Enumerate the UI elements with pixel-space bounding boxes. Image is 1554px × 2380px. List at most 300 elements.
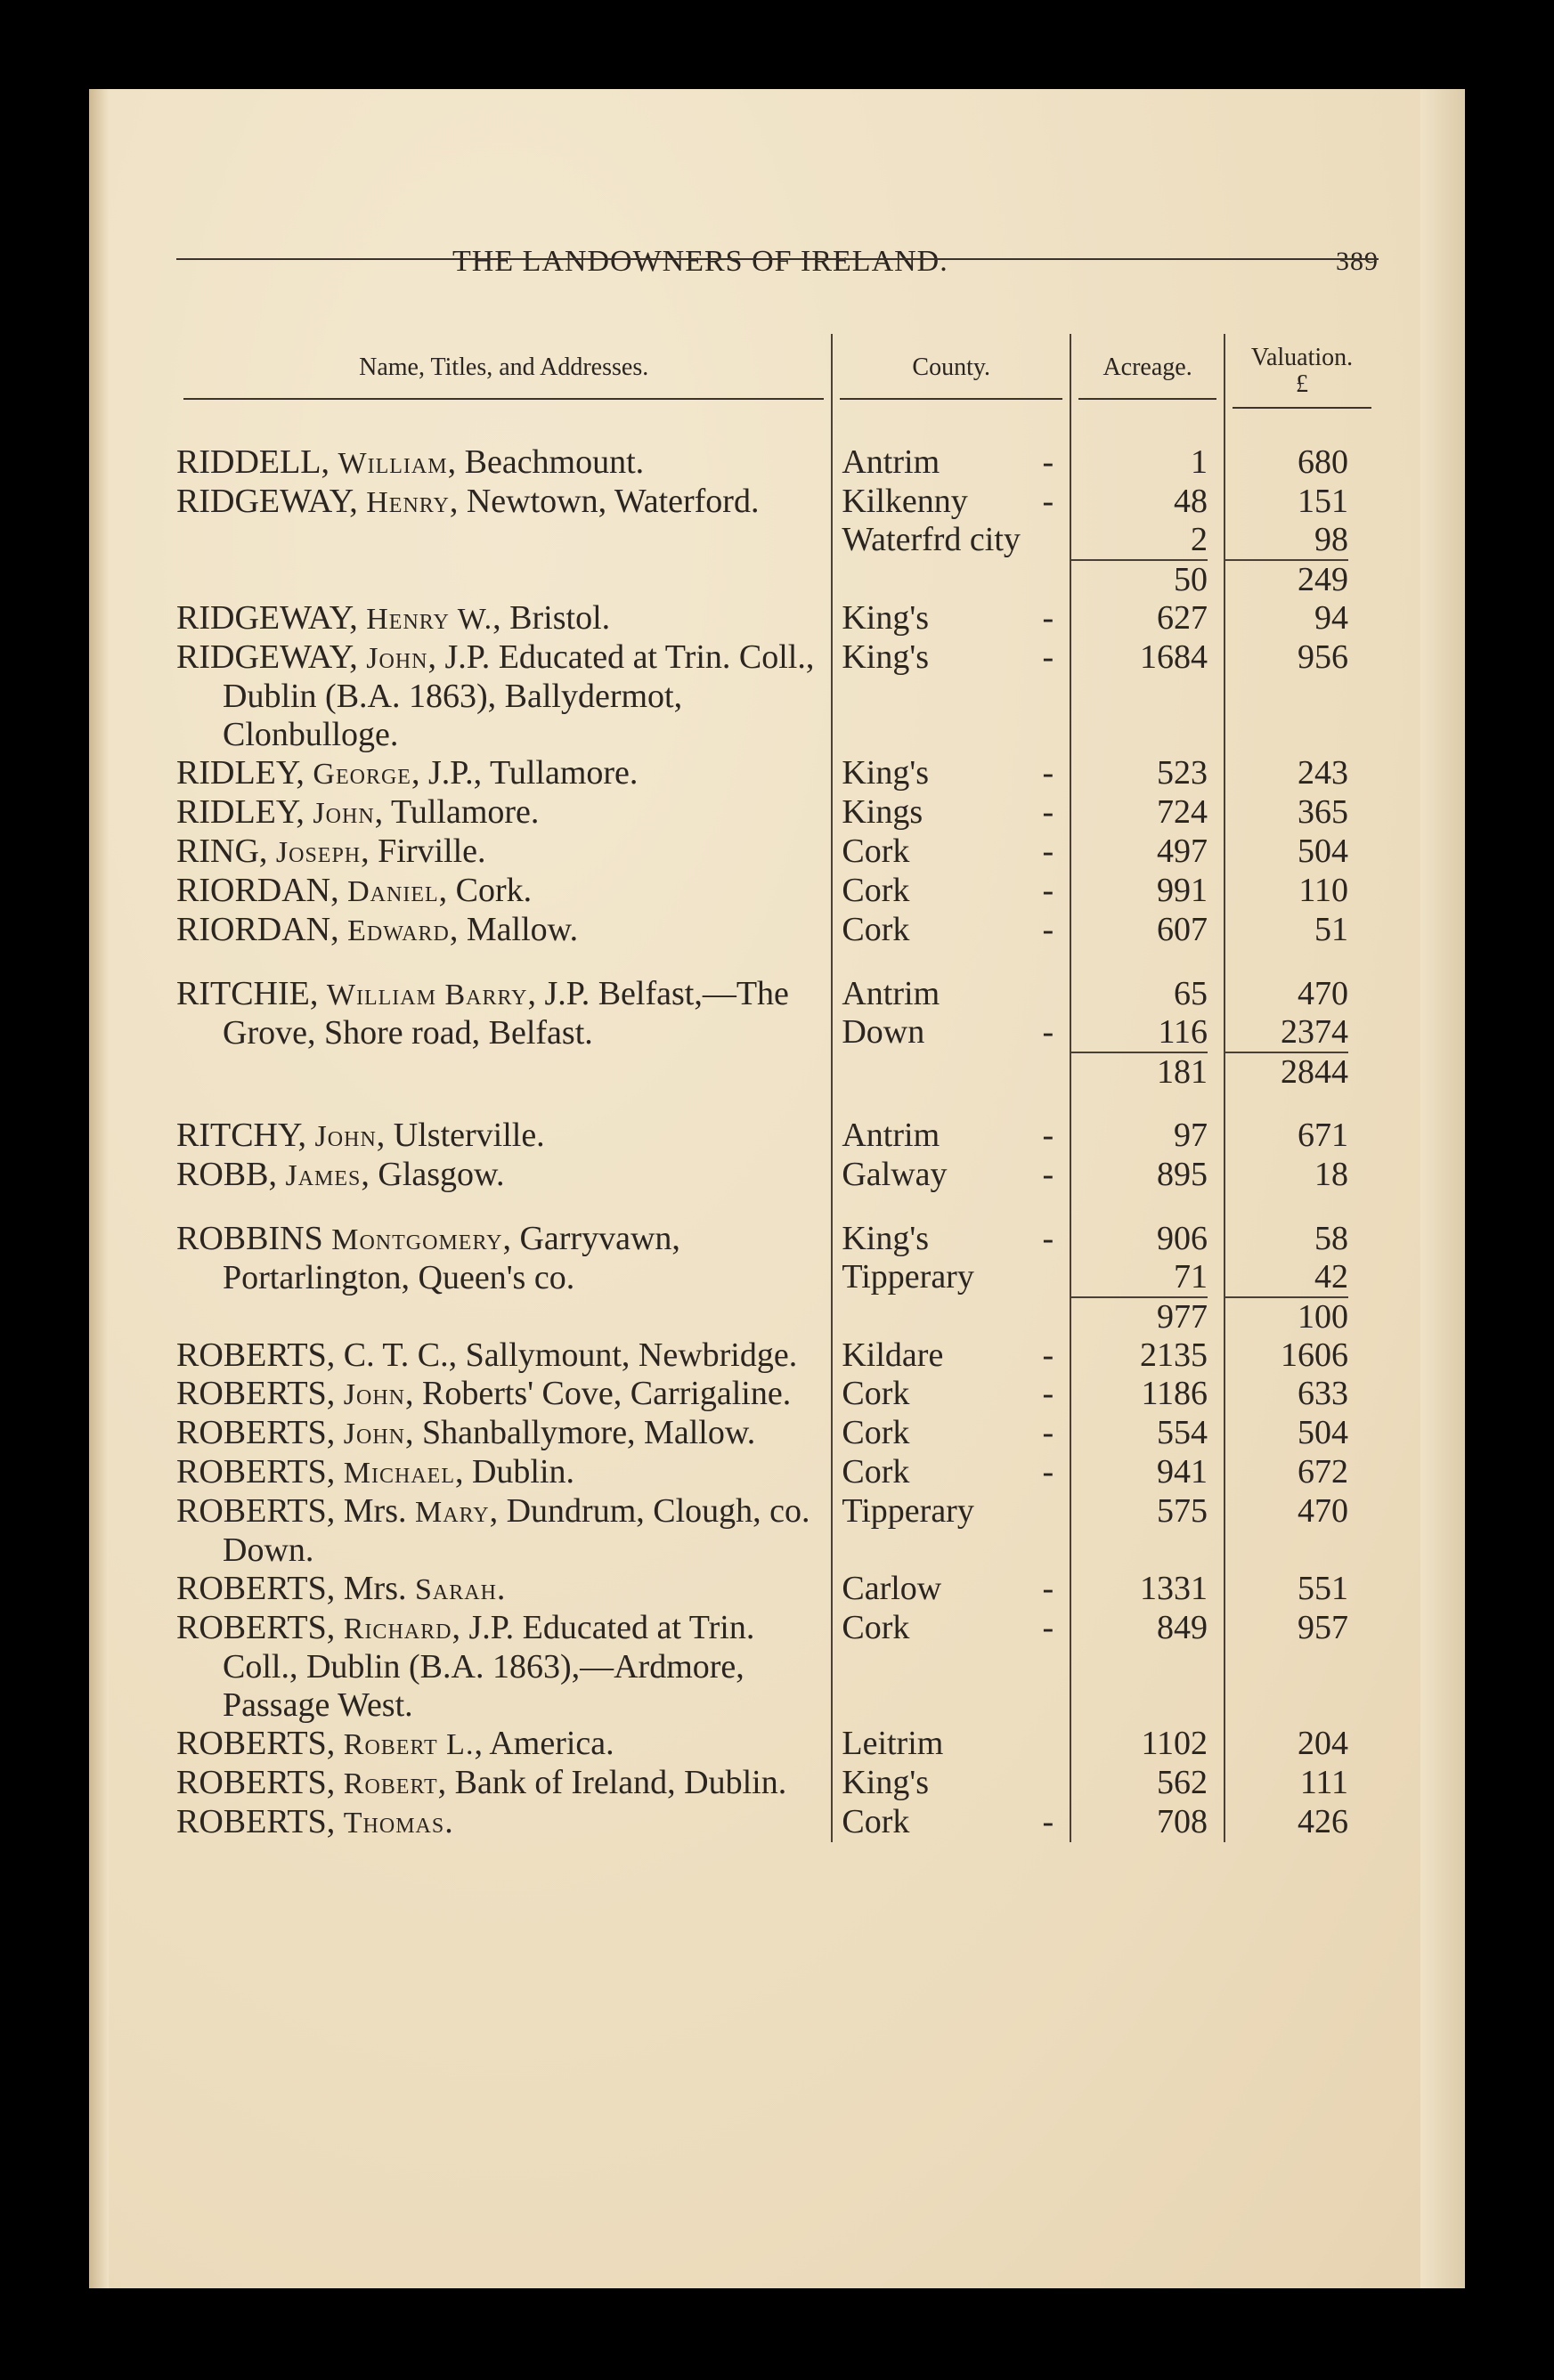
entry-name-text: , Tullamore. [374, 793, 540, 831]
entry-name [176, 754, 818, 793]
entry-county-cell [832, 1453, 1070, 1492]
table-row [176, 638, 1379, 754]
valuation-value: 680 [1298, 443, 1348, 481]
acreage-value: 708 [1157, 1803, 1208, 1840]
entry-name-cell [176, 1414, 832, 1453]
entry-valuation-cell [1224, 1453, 1379, 1492]
county-dash: - [1042, 1414, 1054, 1451]
entry-valuation-cell [1224, 911, 1379, 950]
entry-county-cell [832, 638, 1070, 754]
county-name: Tipperary [842, 1258, 974, 1296]
valuation-value: 956 [1298, 638, 1348, 676]
entry-given-name: John [314, 1120, 377, 1153]
valuation-value: 470 [1298, 975, 1348, 1012]
acreage-value: 1 [1191, 443, 1208, 481]
county-name: Kings [842, 793, 923, 831]
acreage-value: 1684 [1140, 638, 1208, 676]
entry-name-text: , Dublin. [454, 1453, 575, 1491]
acreage-value: 1186 [1141, 1375, 1208, 1412]
entry-name-text: ROBERTS, [176, 1609, 344, 1646]
acreage-value: 523 [1157, 754, 1208, 792]
entry-acreage-cell [1070, 1156, 1224, 1195]
entry-name [176, 1375, 818, 1414]
entry-valuation-cell [1224, 599, 1379, 638]
entry-name-text: , Garryvawn, Portarlington, Queen's co. [223, 1220, 680, 1296]
county-line [833, 1764, 1070, 1802]
entry-acreage-cell [1070, 1725, 1224, 1764]
entry-valuation-cell [1224, 872, 1379, 911]
acreage-value: 2135 [1140, 1336, 1208, 1374]
entry-name-text: , J.P. Educated at Trin. Coll., Dublin (B.A. 1863), Ballydermot, Clonbulloge. [223, 638, 815, 753]
entry-name-text: RIDGEWAY, [176, 599, 367, 637]
county-name: Kilkenny [842, 483, 968, 520]
valuation-value: 504 [1298, 1414, 1348, 1451]
acreage-total: 50 [1071, 559, 1208, 599]
table-row [176, 833, 1379, 872]
county-dash: - [1042, 443, 1054, 481]
entry-given-name: John [313, 797, 375, 830]
entry-name-cell [176, 1725, 832, 1764]
entry-name-text: ROBERTS, [176, 1764, 344, 1801]
entry-name [176, 1725, 818, 1764]
county-dash: - [1042, 1117, 1054, 1154]
county-name: Cork [842, 1414, 910, 1451]
county-line [833, 975, 1070, 1013]
entry-name-text: , Roberts' Cove, Carrigaline. [405, 1375, 792, 1412]
entry-name-cell [176, 793, 832, 833]
entry-acreage-cell [1070, 599, 1224, 638]
valuation-value: 111 [1299, 1764, 1348, 1801]
entry-given-name: Michael [343, 1457, 455, 1490]
acreage-value: 2 [1191, 521, 1208, 558]
entry-acreage-cell [1070, 1220, 1224, 1336]
acreage-total: 181 [1071, 1052, 1208, 1092]
entry-name [176, 1492, 818, 1570]
entry-valuation-cell [1224, 1570, 1379, 1609]
entry-name [176, 1609, 818, 1725]
entry-valuation-cell [1224, 1336, 1379, 1375]
acreage-value: 1331 [1140, 1570, 1208, 1607]
entry-name [176, 793, 818, 833]
county-line [833, 1453, 1070, 1491]
entry-name [176, 638, 818, 754]
table-row [176, 754, 1379, 793]
table-row [176, 1492, 1379, 1570]
entry-name [176, 911, 818, 950]
entry-name-text: ROBERTS, Mrs. [176, 1492, 415, 1530]
entry-acreage-cell [1070, 1492, 1224, 1570]
entry-county-cell [832, 872, 1070, 911]
entry-given-name: William [338, 447, 448, 480]
table-row [176, 1570, 1379, 1609]
entry-name-cell [176, 483, 832, 599]
county-line [833, 1013, 1070, 1052]
entry-acreage-cell [1070, 1414, 1224, 1453]
county-dash: - [1042, 1803, 1054, 1840]
entry-county-cell [832, 1336, 1070, 1375]
entry-name-cell [176, 1156, 832, 1195]
county-dash: - [1042, 754, 1054, 792]
entry-name-cell [176, 1453, 832, 1492]
entry-name-text: , America. [474, 1725, 614, 1762]
header-rule [176, 258, 1379, 260]
county-dash: - [1042, 1609, 1054, 1646]
entry-valuation-cell [1224, 1492, 1379, 1570]
entry-name-text: ROBB, [176, 1156, 286, 1193]
county-line [833, 483, 1070, 521]
entry-given-name: Daniel [347, 875, 439, 908]
entry-name [176, 1336, 818, 1375]
county-name: Tipperary [842, 1492, 974, 1530]
table-row [176, 911, 1379, 950]
entry-acreage-cell [1070, 911, 1224, 950]
acreage-value: 906 [1157, 1220, 1208, 1257]
entry-name-text: , Bank of Ireland, Dublin. [437, 1764, 787, 1801]
table-row [176, 1725, 1379, 1764]
table-row [176, 872, 1379, 911]
entry-county-cell [832, 1725, 1070, 1764]
row-spacer [176, 1195, 1379, 1220]
entry-name [176, 483, 818, 522]
acreage-value: 724 [1157, 793, 1208, 831]
entry-acreage-cell [1070, 833, 1224, 872]
acreage-value: 554 [1157, 1414, 1208, 1451]
valuation-value: 2374 [1281, 1013, 1348, 1051]
row-spacer [176, 950, 1379, 975]
entry-given-name: Thomas [343, 1807, 445, 1840]
row-spacer [176, 1092, 1379, 1117]
page-number: 389 [1336, 247, 1379, 276]
entry-valuation-cell [1224, 638, 1379, 754]
entry-name [176, 599, 818, 638]
county-name: King's [842, 754, 929, 792]
county-dash: - [1042, 833, 1054, 870]
entry-name-text: RIDGEWAY, [176, 483, 367, 520]
entry-acreage-cell [1070, 1453, 1224, 1492]
acreage-value: 116 [1158, 1013, 1208, 1051]
entry-county-cell [832, 754, 1070, 793]
entry-given-name: George [313, 758, 411, 791]
entry-name-text: RIORDAN, [176, 911, 348, 948]
acreage-value: 48 [1174, 483, 1208, 520]
entry-valuation-cell [1224, 1764, 1379, 1803]
entry-valuation-cell [1224, 1117, 1379, 1156]
entry-name-text: , Mallow. [449, 911, 579, 948]
table-row [176, 1453, 1379, 1492]
entry-acreage-cell [1070, 1117, 1224, 1156]
entry-name [176, 1414, 818, 1453]
county-line [833, 833, 1070, 871]
entry-name-text: , Dundrum, Clough, co. Down. [223, 1492, 810, 1569]
valuation-value: 365 [1298, 793, 1348, 831]
entry-county-cell [832, 1764, 1070, 1803]
county-name: Carlow [842, 1570, 942, 1607]
entry-given-name: Robert L. [343, 1728, 475, 1761]
entry-name-cell [176, 1803, 832, 1842]
entry-valuation-cell [1224, 833, 1379, 872]
acreage-value: 941 [1157, 1453, 1208, 1491]
entry-name-text: , Beachmount. [447, 443, 645, 481]
table-row [176, 443, 1379, 483]
county-name: Cork [842, 1803, 910, 1840]
entry-given-name: James [285, 1159, 362, 1192]
entry-name [176, 1156, 818, 1195]
county-name: Waterfrd city [842, 521, 1021, 558]
entry-given-name: William Barry [326, 979, 528, 1011]
acreage-value: 1102 [1141, 1725, 1208, 1762]
entry-name-text: RING, [176, 833, 276, 870]
column-header-name: Name, Titles, and Addresses. [176, 334, 832, 418]
valuation-value: 551 [1298, 1570, 1348, 1607]
county-dash: - [1042, 1220, 1054, 1257]
entry-name-cell [176, 872, 832, 911]
entry-county-cell [832, 1156, 1070, 1195]
entry-valuation-cell [1224, 1220, 1379, 1336]
entry-valuation-cell [1224, 1725, 1379, 1764]
county-line [833, 1375, 1070, 1413]
entry-name-text: ROBERTS, [176, 1725, 344, 1762]
entry-name [176, 1570, 818, 1609]
entry-county-cell [832, 1117, 1070, 1156]
valuation-value: 1606 [1281, 1336, 1348, 1374]
entry-valuation-cell [1224, 793, 1379, 833]
entry-county-cell [832, 1375, 1070, 1414]
entry-county-cell [832, 833, 1070, 872]
county-dash: - [1042, 793, 1054, 831]
entry-name-cell [176, 1492, 832, 1570]
entry-valuation-cell [1224, 443, 1379, 483]
entry-name [176, 975, 818, 1052]
entry-acreage-cell [1070, 638, 1224, 754]
county-name: Cork [842, 1609, 910, 1646]
county-name: Leitrim [842, 1725, 944, 1762]
county-dash: - [1042, 483, 1054, 520]
valuation-value: 51 [1314, 911, 1348, 948]
entry-name-text: , Firville. [361, 833, 486, 870]
county-dash: - [1042, 599, 1054, 637]
entry-name-cell [176, 833, 832, 872]
valuation-value: 94 [1314, 599, 1348, 637]
entry-acreage-cell [1070, 1336, 1224, 1375]
entry-name-text: , Bristol. [492, 599, 611, 637]
entry-name-text: RITCHIE, [176, 975, 327, 1012]
county-name: Antrim [842, 975, 940, 1012]
entry-name-text: , Ulsterville. [376, 1117, 545, 1154]
entry-name-text: RIDLEY, [176, 793, 313, 831]
acreage-total: 977 [1071, 1296, 1208, 1336]
county-line [833, 754, 1070, 792]
entry-name-text: , J.P. Educated at Trin. Coll., Dublin (B.A. 1863),—Ardmore, Passage West. [223, 1609, 755, 1724]
table-row [176, 1220, 1379, 1336]
entry-name-cell [176, 443, 832, 483]
entry-valuation-cell [1224, 1375, 1379, 1414]
county-name: King's [842, 638, 929, 676]
table-row [176, 1156, 1379, 1195]
entry-name-text: , J.P., Tullamore. [411, 754, 639, 792]
entry-given-name: Henry W. [366, 603, 493, 636]
table-row [176, 1609, 1379, 1725]
entry-given-name: John [343, 1378, 405, 1411]
county-line [833, 1117, 1070, 1155]
acreage-value: 627 [1157, 599, 1208, 637]
county-name: Cork [842, 1453, 910, 1491]
entry-given-name: Mary [415, 1496, 490, 1529]
county-name: Cork [842, 872, 910, 909]
county-name: King's [842, 1764, 929, 1801]
entry-county-cell [832, 1570, 1070, 1609]
county-line [833, 793, 1070, 832]
entry-name-cell [176, 1570, 832, 1609]
entry-acreage-cell [1070, 1609, 1224, 1725]
entry-name [176, 1803, 818, 1842]
acreage-value: 607 [1157, 911, 1208, 948]
county-line [833, 1258, 1070, 1296]
county-dash: - [1042, 1156, 1054, 1193]
entry-name-cell [176, 1336, 832, 1375]
county-name: Cork [842, 911, 910, 948]
county-name: Antrim [842, 1117, 940, 1154]
valuation-value: 671 [1298, 1117, 1348, 1154]
entry-name-text: RIORDAN, [176, 872, 348, 909]
entry-name [176, 872, 818, 911]
book-page [89, 89, 1465, 2288]
table-row [176, 599, 1379, 638]
entry-name-cell [176, 1764, 832, 1803]
acreage-value: 497 [1157, 833, 1208, 870]
entry-name-text: ROBERTS, Mrs. [176, 1570, 415, 1607]
entry-name-text: ROBERTS, [176, 1803, 344, 1840]
entry-acreage-cell [1070, 483, 1224, 599]
entry-county-cell [832, 1220, 1070, 1336]
entry-county-cell [832, 1609, 1070, 1725]
table-row [176, 1375, 1379, 1414]
entry-name [176, 1453, 818, 1492]
acreage-value: 65 [1174, 975, 1208, 1012]
entry-given-name: Edward [347, 914, 450, 947]
entry-name-text: RIDDELL, [176, 443, 338, 481]
entry-acreage-cell [1070, 872, 1224, 911]
page-gutter-shadow [89, 89, 109, 2288]
acreage-value: 991 [1157, 872, 1208, 909]
entry-acreage-cell [1070, 1375, 1224, 1414]
table-row [176, 1803, 1379, 1842]
entry-name-cell [176, 754, 832, 793]
county-dash: - [1042, 638, 1054, 676]
entry-name-text: ROBERTS, [176, 1375, 344, 1412]
entry-name-cell [176, 1375, 832, 1414]
column-header-county: County. [832, 334, 1070, 418]
entry-given-name: Henry [366, 486, 450, 519]
valuation-value: 42 [1314, 1258, 1348, 1296]
entry-name-cell [176, 638, 832, 754]
entry-name-cell [176, 975, 832, 1092]
entry-given-name: Montgomery [331, 1223, 503, 1256]
entry-name [176, 833, 818, 872]
county-name: Cork [842, 1375, 910, 1412]
entry-name-text: , Cork. [438, 872, 533, 909]
county-line [833, 599, 1070, 638]
entry-name-text: ROBERTS, [176, 1453, 344, 1491]
entry-county-cell [832, 443, 1070, 483]
county-name: Galway [842, 1156, 948, 1193]
county-line [833, 1570, 1070, 1608]
valuation-value: 426 [1298, 1803, 1348, 1840]
valuation-value: 151 [1298, 483, 1348, 520]
county-line [833, 1220, 1070, 1258]
valuation-value: 243 [1298, 754, 1348, 792]
entry-given-name: John [343, 1417, 405, 1450]
entry-given-name: John [366, 642, 428, 675]
entry-valuation-cell [1224, 754, 1379, 793]
county-line [833, 521, 1070, 559]
valuation-value: 204 [1298, 1725, 1348, 1762]
entry-valuation-cell [1224, 483, 1379, 599]
entry-valuation-cell [1224, 1609, 1379, 1725]
valuation-value: 98 [1314, 521, 1348, 558]
valuation-value: 504 [1298, 833, 1348, 870]
entry-name-text: RIDGEWAY, [176, 638, 367, 676]
entry-name-text: ROBERTS, C. T. C., Sallymount, Newbridge. [176, 1336, 798, 1374]
acreage-value: 71 [1174, 1258, 1208, 1296]
column-header-valuation: Valuation. £ [1224, 334, 1379, 418]
entry-valuation-cell [1224, 1156, 1379, 1195]
table-row [176, 1117, 1379, 1156]
valuation-value: 633 [1298, 1375, 1348, 1412]
county-dash: - [1042, 911, 1054, 948]
table-row [176, 793, 1379, 833]
entry-county-cell [832, 975, 1070, 1092]
entry-given-name: Joseph [275, 836, 362, 869]
table-row [176, 1414, 1379, 1453]
county-line [833, 1156, 1070, 1194]
entry-name-text: , Newtown, Waterford. [449, 483, 760, 520]
county-dash: - [1042, 872, 1054, 909]
acreage-value: 97 [1174, 1117, 1208, 1154]
entry-name-cell [176, 599, 832, 638]
county-name: King's [842, 599, 929, 637]
entry-county-cell [832, 1803, 1070, 1842]
valuation-value: 18 [1314, 1156, 1348, 1193]
acreage-value: 562 [1157, 1764, 1208, 1801]
county-name: Antrim [842, 443, 940, 481]
county-dash: - [1042, 1453, 1054, 1491]
entry-given-name: Robert [343, 1767, 438, 1800]
acreage-value: 895 [1157, 1156, 1208, 1193]
valuation-total: 249 [1225, 559, 1348, 599]
table-header-row [176, 334, 1379, 418]
county-dash: - [1042, 1570, 1054, 1607]
county-line [833, 1725, 1070, 1763]
county-line [833, 1414, 1070, 1452]
page-edge-shadow [1420, 89, 1465, 2288]
table-row [176, 975, 1379, 1092]
row-spacer [176, 418, 1379, 443]
entry-acreage-cell [1070, 1803, 1224, 1842]
entry-name [176, 1764, 818, 1803]
entry-name-cell [176, 911, 832, 950]
table-row [176, 483, 1379, 599]
entry-county-cell [832, 483, 1070, 599]
entry-name [176, 443, 818, 483]
table-row [176, 1336, 1379, 1375]
entry-name-cell [176, 1220, 832, 1336]
county-name: King's [842, 1220, 929, 1257]
entry-acreage-cell [1070, 793, 1224, 833]
entry-name-text: . [496, 1570, 506, 1607]
entry-acreage-cell [1070, 754, 1224, 793]
table-body [176, 418, 1379, 1842]
valuation-value: 470 [1298, 1492, 1348, 1530]
